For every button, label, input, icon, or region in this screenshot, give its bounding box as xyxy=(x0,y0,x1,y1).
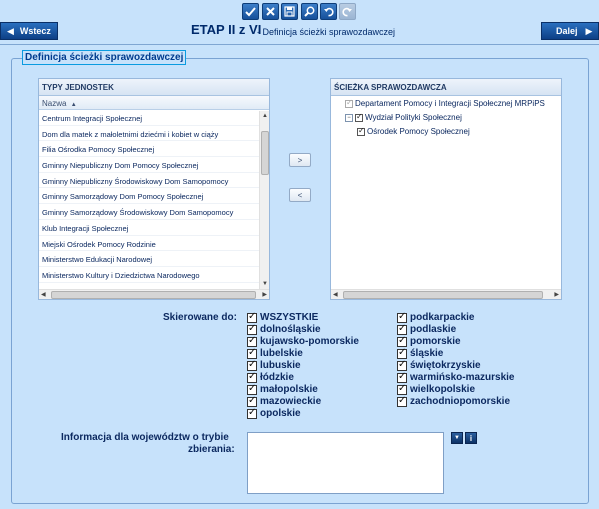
scroll-right-icon[interactable]: ▶ xyxy=(262,292,267,298)
column-header-label: Nazwa xyxy=(42,99,67,108)
tree-checkbox[interactable] xyxy=(357,128,365,136)
sort-asc-icon: ▲ xyxy=(70,102,77,108)
checkbox[interactable] xyxy=(397,313,407,323)
recipient-checkbox-item[interactable] xyxy=(397,312,474,323)
reporting-path-title: ŚCIEŻKA SPRAWOZDAWCZA xyxy=(331,79,561,96)
recipient-label: kujawsko-pomorskie xyxy=(260,336,359,347)
recipient-label: lubuskie xyxy=(260,360,301,371)
checkbox[interactable] xyxy=(247,313,257,323)
checkbox[interactable] xyxy=(397,397,407,407)
recipient-checkbox-item[interactable] xyxy=(397,324,456,335)
list-item[interactable]: Filia Ośrodka Pomocy Społecznej xyxy=(39,141,259,157)
unit-types-panel xyxy=(38,78,270,300)
unit-types-title: TYPY JEDNOSTEK xyxy=(39,79,269,96)
search-button[interactable] xyxy=(301,3,318,20)
recipient-checkbox-item[interactable] xyxy=(247,408,301,419)
list-item[interactable]: Gminny Niepubliczny Dom Pomocy Społecznej xyxy=(39,157,259,173)
move-left-label: < xyxy=(297,190,303,200)
recipient-checkbox-item[interactable] xyxy=(397,360,481,371)
redo-button[interactable] xyxy=(339,3,356,20)
list-item[interactable]: Miejski Ośrodek Pomocy Rodzinie xyxy=(39,236,259,252)
recipient-checkbox-item[interactable] xyxy=(247,396,321,407)
recipient-checkbox-item[interactable] xyxy=(247,360,301,371)
recipient-label: lubelskie xyxy=(260,348,303,359)
list-item[interactable]: Dom dla matek z małoletnimi dziećmi i kobiet w ciąży xyxy=(39,126,259,142)
list-item[interactable]: Klub Integracji Społecznej xyxy=(39,220,259,236)
tree-node[interactable] xyxy=(335,99,545,108)
close-icon xyxy=(264,5,277,18)
next-button[interactable] xyxy=(541,22,599,40)
info-label-line1: Informacja dla województw o trybie xyxy=(61,432,229,443)
list-item[interactable]: Centrum Integracji Społecznej xyxy=(39,110,259,126)
arrow-left-icon: ◀ xyxy=(7,25,14,36)
recipient-checkbox-item[interactable] xyxy=(247,348,303,359)
list-item[interactable]: Gminny Samorządowy Dom Pomocy Społecznej xyxy=(39,188,259,204)
info-textarea[interactable] xyxy=(247,432,444,494)
tree-node[interactable] xyxy=(357,127,470,136)
recipient-checkbox-item[interactable] xyxy=(397,348,443,359)
checkbox[interactable] xyxy=(397,349,407,359)
recipient-checkbox-item[interactable] xyxy=(247,384,318,395)
recipient-label: śląskie xyxy=(410,348,444,359)
checkbox[interactable] xyxy=(247,337,257,347)
h-scroll-thumb[interactable] xyxy=(343,291,543,299)
redo-icon xyxy=(341,5,354,18)
checkbox[interactable] xyxy=(397,337,407,347)
save-button[interactable] xyxy=(281,3,298,20)
checkbox[interactable] xyxy=(397,361,407,371)
h-scroll-thumb[interactable] xyxy=(51,291,256,299)
move-right-button[interactable] xyxy=(289,153,311,167)
recipient-label: podlaskie xyxy=(410,324,457,335)
tree-node-label: Wydział Polityki Społecznej xyxy=(365,113,462,122)
list-item[interactable]: Ministerstwo Edukacji Narodowej xyxy=(39,251,259,267)
column-header-name[interactable] xyxy=(39,96,269,110)
scroll-thumb[interactable] xyxy=(261,131,269,175)
reporting-path-panel xyxy=(330,78,562,300)
recipient-checkbox-item[interactable] xyxy=(247,312,318,323)
checkbox[interactable] xyxy=(247,385,257,395)
checkbox[interactable] xyxy=(397,325,407,335)
scroll-left-icon[interactable]: ◀ xyxy=(333,292,338,298)
recipient-label: wielkopolskie xyxy=(410,384,476,395)
page-subtitle: - Definicja ścieżki sprawozdawczej xyxy=(257,27,396,37)
recipient-label: łódzkie xyxy=(260,372,294,383)
recipient-checkbox-item[interactable] xyxy=(397,372,515,383)
undo-button[interactable] xyxy=(320,3,337,20)
recipient-checkbox-item[interactable] xyxy=(247,324,321,335)
page-title: ETAP II z VI xyxy=(191,22,262,37)
tree-checkbox[interactable] xyxy=(355,114,363,122)
list-item[interactable]: Gminny Niepubliczny Środowiskowy Dom Samopomocy xyxy=(39,173,259,189)
undo-icon xyxy=(322,5,335,18)
vertical-scrollbar[interactable] xyxy=(259,111,269,289)
chevron-down-icon: ▼ xyxy=(454,435,460,441)
checkbox[interactable] xyxy=(247,325,257,335)
info-button[interactable] xyxy=(465,432,477,444)
horizontal-scrollbar[interactable] xyxy=(39,289,269,299)
check-icon xyxy=(244,5,257,18)
recipient-label: mazowieckie xyxy=(260,396,322,407)
checkbox[interactable] xyxy=(247,349,257,359)
recipient-label: warmińsko-mazurskie xyxy=(410,372,515,383)
horizontal-scrollbar[interactable] xyxy=(331,289,561,299)
checkbox[interactable] xyxy=(397,373,407,383)
recipient-label: świętokrzyskie xyxy=(410,360,481,371)
section-legend: Definicja ścieżki sprawozdawczej xyxy=(22,50,186,65)
tree-node[interactable] xyxy=(345,113,462,122)
recipient-checkbox-item[interactable] xyxy=(397,336,461,347)
scroll-left-icon[interactable]: ◀ xyxy=(41,292,46,298)
tree-node-label: Ośrodek Pomocy Społecznej xyxy=(367,127,470,136)
recipient-label: zachodniopomorskie xyxy=(410,396,511,407)
recipient-checkbox-item[interactable] xyxy=(247,336,359,347)
recipient-label: podkarpackie xyxy=(410,312,475,323)
tree-node-label: Departament Pomocy i Integracji Społecznej MRPiPS xyxy=(355,99,545,108)
recipient-label: opolskie xyxy=(260,408,301,419)
save-icon xyxy=(283,5,296,18)
check-button[interactable] xyxy=(242,3,259,20)
recipient-label: pomorskie xyxy=(410,336,461,347)
arrow-right-icon: ▶ xyxy=(585,25,593,36)
list-item[interactable]: Gminny Samorządowy Środowiskowy Dom Samopomocy xyxy=(39,204,259,220)
scroll-right-icon[interactable]: ▶ xyxy=(554,292,559,298)
recipient-label: małopolskie xyxy=(260,384,318,395)
divider xyxy=(0,44,599,45)
checkbox[interactable] xyxy=(247,361,257,371)
recipient-label: dolnośląskie xyxy=(260,324,321,335)
back-button[interactable] xyxy=(0,22,58,40)
checkbox[interactable] xyxy=(247,409,257,419)
recipient-checkbox-item[interactable] xyxy=(397,396,510,407)
checkbox[interactable] xyxy=(397,385,407,395)
checkbox[interactable] xyxy=(247,373,257,383)
next-button-label: Dalej xyxy=(556,26,578,36)
search-icon xyxy=(303,5,316,18)
info-label-line2: zbierania: xyxy=(188,444,235,455)
tree-checkbox[interactable] xyxy=(345,100,353,108)
move-left-button[interactable] xyxy=(289,188,311,202)
expand-button[interactable] xyxy=(451,432,463,444)
move-right-label: > xyxy=(297,155,303,165)
recipient-checkbox-item[interactable] xyxy=(397,384,475,395)
recipient-label: WSZYSTKIE xyxy=(260,312,319,323)
scroll-up-icon[interactable]: ▲ xyxy=(262,113,268,119)
collapse-icon[interactable]: − xyxy=(345,114,353,122)
recipient-checkbox-item[interactable] xyxy=(247,372,294,383)
scroll-down-icon[interactable]: ▼ xyxy=(262,281,268,287)
checkbox[interactable] xyxy=(247,397,257,407)
unit-types-list xyxy=(39,110,259,283)
close-button[interactable] xyxy=(262,3,279,20)
info-icon: i xyxy=(469,433,473,443)
back-button-label: Wstecz xyxy=(19,26,51,36)
recipients-label: Skierowane do: xyxy=(163,312,237,323)
list-item[interactable]: Ministerstwo Kultury i Dziedzictwa Narodowego xyxy=(39,267,259,283)
